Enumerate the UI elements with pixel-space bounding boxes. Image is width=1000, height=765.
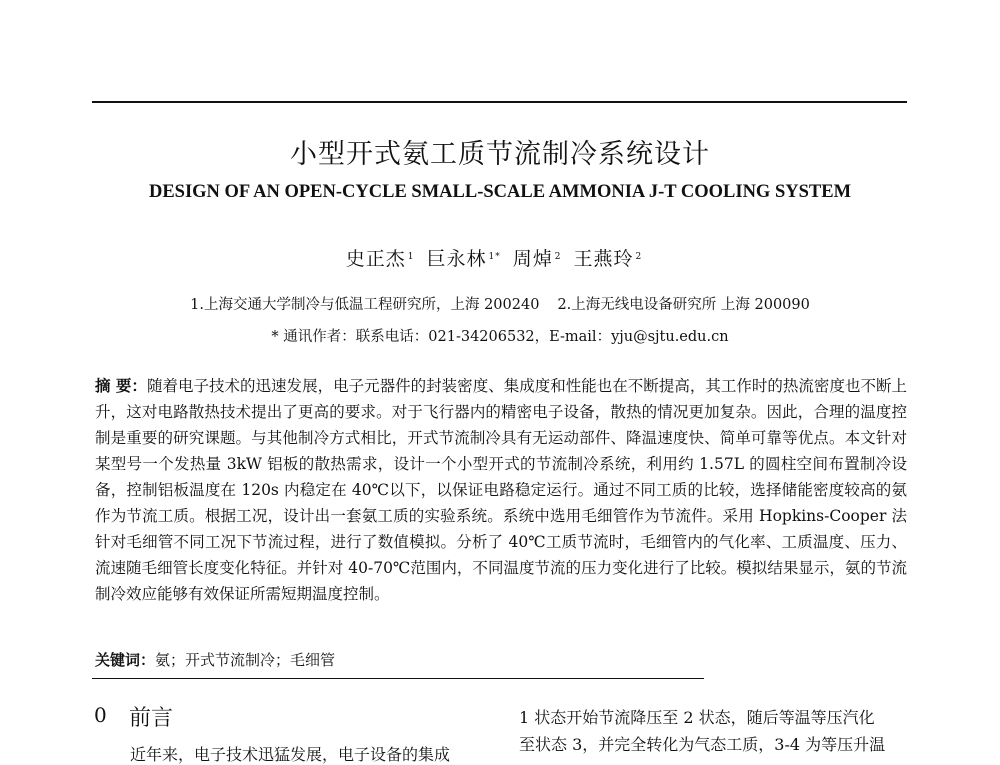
- author-mark: 2: [554, 252, 562, 262]
- abstract: [95, 373, 907, 607]
- right-column-line: 1 状态开始节流降压至 2 状态，随后等温等压汽化: [519, 708, 875, 727]
- author-name: 巨永林: [426, 248, 487, 270]
- affiliation-1: 1.上海交通大学制冷与低温工程研究所，上海 200240: [190, 297, 540, 313]
- top-rule: [92, 101, 907, 103]
- author-name: 王燕玲: [573, 248, 634, 270]
- abstract-text: 随着电子技术的迅速发展，电子元器件的封装密度、集成度和性能也在不断提高，其工作时的热流密度也不断上升，这对电路散热技术提出了更高的要求。对于飞行器内的精密电子设备，散热的情况更加复杂。因此，合理的温度控制是重要的研究课题。与其他制冷方式相比，开式节流制冷具有无运动部件、降温速度快、简单可靠等优点。本文针对某型号一个发热量 3kW 铝板的散热需求，设计一个小型开式的节流制冷系统，利用约 1.57L 的圆柱空间布置制冷设备，控制铝板温度在 120s 内稳定在 40℃以下，以保证电路稳定运行。通过不同工质的比较，选择储能密度较高的氨作为节流工质。根据工况，设计出一套氨工质的实验系统。系统中选用毛细管作为节流件。采用 Hopkins-Cooper 法针对毛细管不同工况下节流过程，进行了数值模拟。分析了 40℃工质节流时，毛细管内的气化率、工质温度、压力、流速随毛细管长度变化特征。并针对 40-70℃范围内，不同温度节流的压力变化进行了比较。模拟结果显示，氨的节流制冷效应能够有效保证所需短期温度控制。: [95, 377, 907, 603]
- section-divider: [92, 678, 704, 679]
- author-list: [0, 244, 1000, 271]
- right-column-text: [519, 704, 907, 758]
- paper-title-english: DESIGN OF AN OPEN-CYCLE SMALL-SCALE AMMONIA J-T COOLING SYSTEM: [148, 182, 852, 202]
- author-mark: 1*: [488, 252, 501, 262]
- author-mark: 2: [635, 252, 643, 262]
- abstract-label: 摘 要：: [95, 377, 147, 395]
- right-column-line: 至状态 3，并完全转化为气态工质，3-4 为等压升温: [519, 735, 886, 754]
- keywords-label: 关键词：: [95, 651, 156, 669]
- section-title: 前言: [129, 706, 174, 731]
- author-name: 史正杰: [345, 248, 406, 270]
- left-column-text: 近年来，电子技术迅猛发展，电子设备的集成: [130, 745, 451, 764]
- author-name: 周焯: [512, 248, 553, 270]
- author-mark: 1: [407, 252, 415, 262]
- corresponding-author: * 通讯作者：联系电话：021-34206532，E-mail：yju@sjtu.edu.cn: [271, 329, 729, 345]
- affiliations: [0, 293, 1000, 314]
- keywords-text: 氨；开式节流制冷；毛细管: [155, 651, 336, 669]
- affiliation-2: 2.上海无线电设备研究所 上海 200090: [557, 297, 810, 313]
- paper-title-chinese: 小型开式氨工质节流制冷系统设计: [290, 139, 710, 170]
- keywords: [95, 649, 907, 670]
- section-number: 0: [94, 703, 107, 727]
